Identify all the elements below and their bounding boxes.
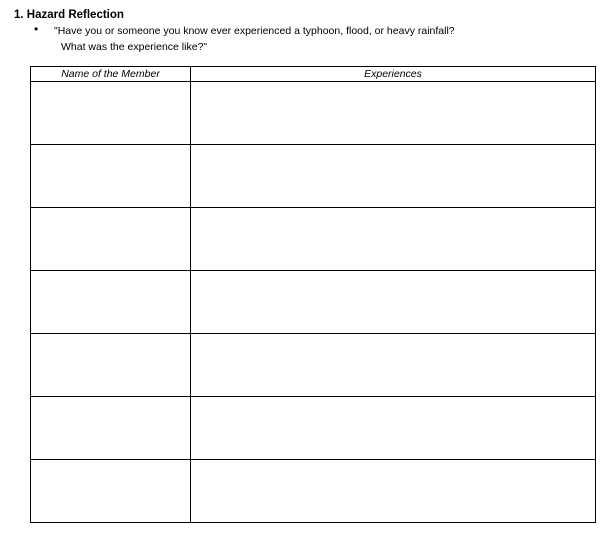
table-row [31, 82, 596, 145]
section-title: 1. Hazard Reflection [14, 9, 124, 21]
table-row [31, 208, 596, 271]
member-name-cell[interactable] [31, 460, 191, 523]
member-name-cell[interactable] [31, 208, 191, 271]
member-name-cell[interactable] [31, 334, 191, 397]
experience-cell[interactable] [191, 334, 596, 397]
member-name-cell[interactable] [31, 145, 191, 208]
table-row [31, 145, 596, 208]
table-row [31, 271, 596, 334]
table-header-row [31, 67, 596, 82]
table-row [31, 460, 596, 523]
bullet-marker: • [34, 22, 39, 36]
header-experiences: Experiences [191, 67, 596, 82]
experience-cell[interactable] [191, 460, 596, 523]
experience-cell[interactable] [191, 397, 596, 460]
reflection-question [54, 23, 455, 55]
reflection-table [30, 66, 596, 523]
member-name-cell[interactable] [31, 271, 191, 334]
header-member-name: Name of the Member [31, 67, 191, 82]
experience-cell[interactable] [191, 82, 596, 145]
member-name-cell[interactable] [31, 397, 191, 460]
member-name-cell[interactable] [31, 82, 191, 145]
experience-cell[interactable] [191, 145, 596, 208]
question-line-2: What was the experience like?" [61, 41, 208, 53]
experience-cell[interactable] [191, 271, 596, 334]
experience-cell[interactable] [191, 208, 596, 271]
table-row [31, 334, 596, 397]
table-row [31, 397, 596, 460]
question-line-1: "Have you or someone you know ever experienced a typhoon, flood, or heavy rainfall? [54, 25, 455, 37]
